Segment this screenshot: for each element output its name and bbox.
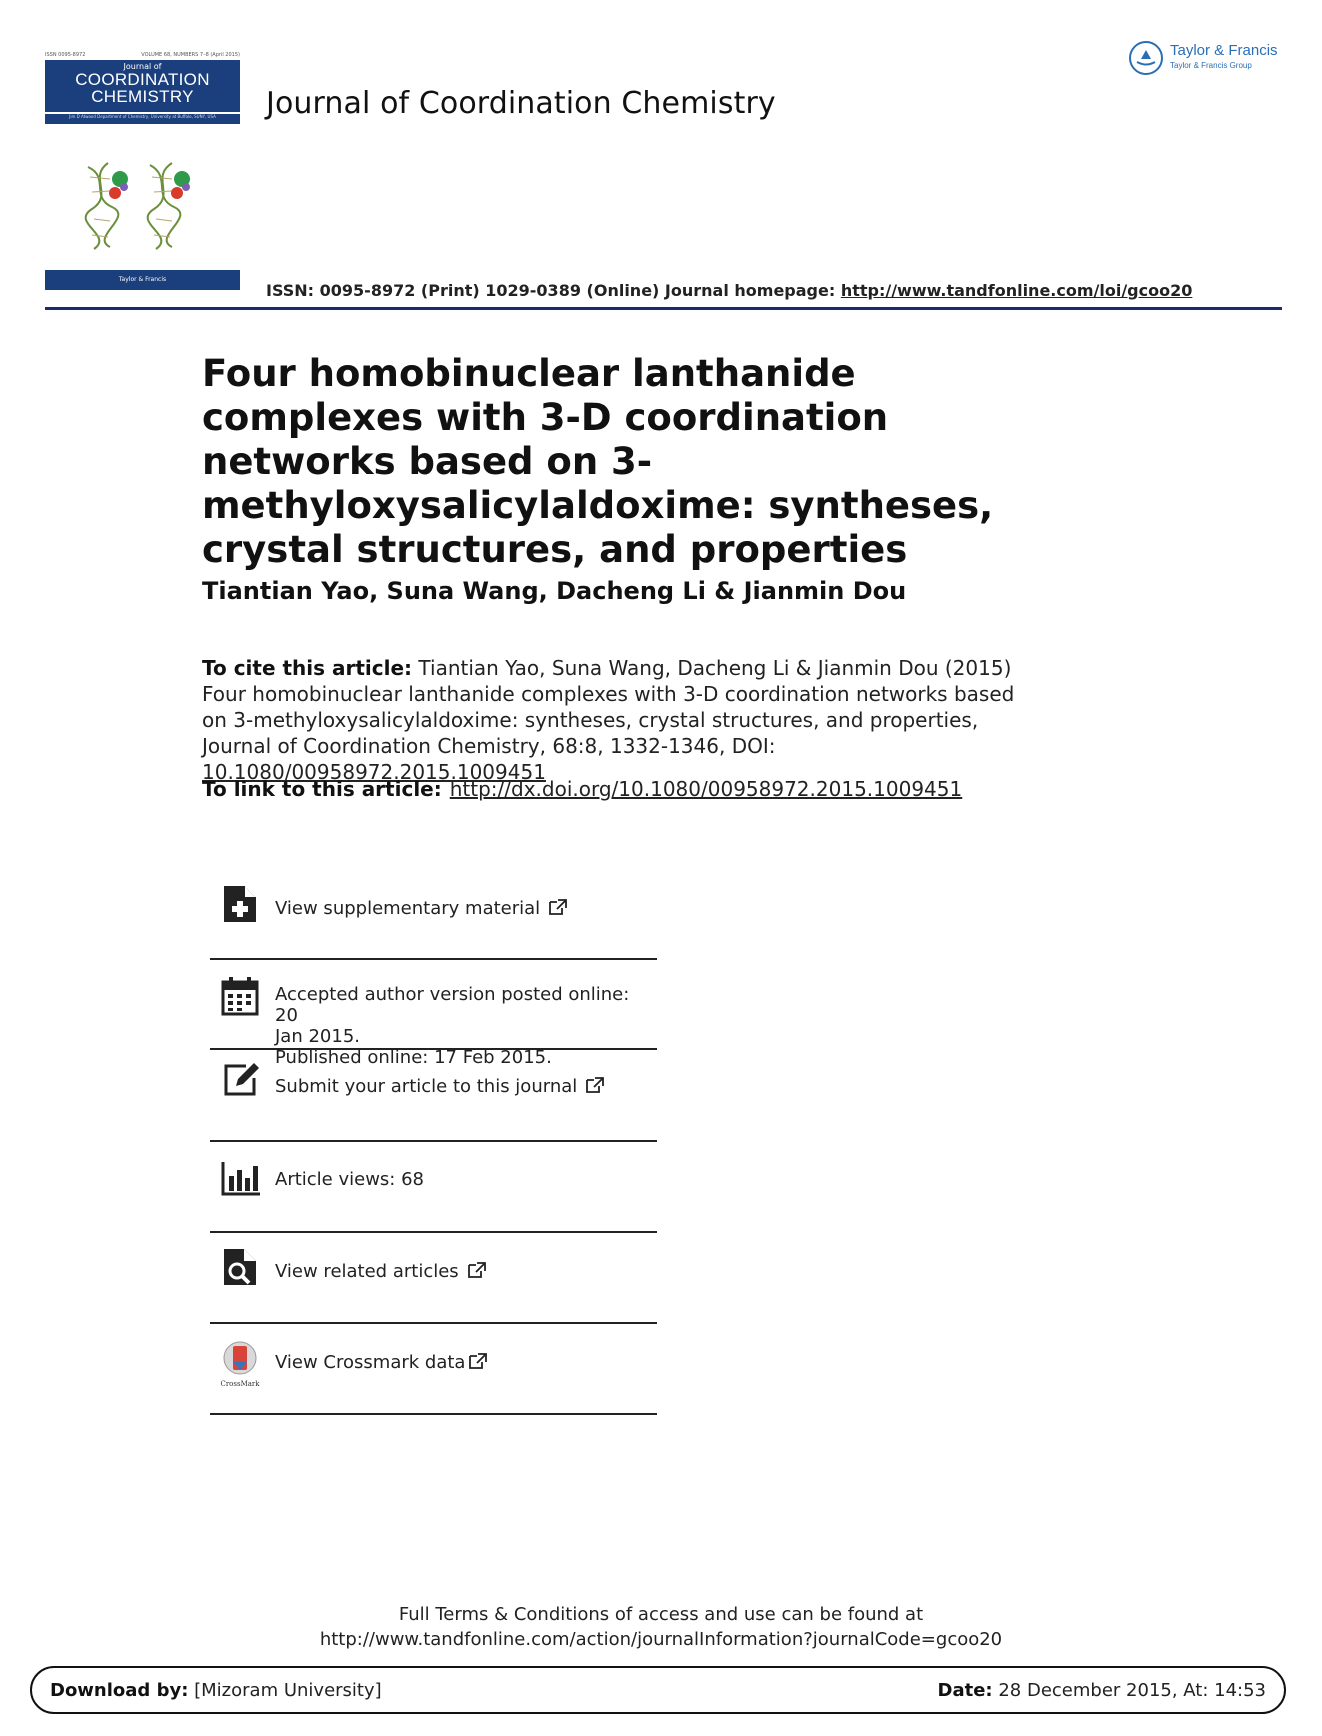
search-document-icon	[220, 1247, 260, 1287]
terms-line-1: Full Terms & Conditions of access and use can be found at	[398, 1604, 924, 1625]
cover-publisher-band	[45, 270, 240, 290]
cover-chemistry: CHEMISTRY	[91, 87, 194, 106]
supplementary-label: View supplementary material	[275, 898, 541, 919]
terms-and-conditions	[0, 1602, 1322, 1652]
cover-title-band	[45, 60, 240, 112]
article-actions-panel	[210, 870, 657, 1415]
external-link-icon	[467, 1261, 487, 1279]
accepted-date-cont: Jan 2015.	[275, 1026, 360, 1047]
link-label: To link to this article:	[202, 777, 442, 801]
crossmark-logo	[220, 1340, 260, 1388]
date-label: Date:	[937, 1680, 993, 1701]
bar-chart-icon	[220, 1158, 260, 1198]
related-label: View related articles	[275, 1261, 459, 1282]
cover-editor: Jim D Atwood Department of Chemistry, University at Buffalo, SUNY, USA	[45, 114, 240, 124]
cover-molecule-image	[80, 157, 210, 252]
file-plus-icon	[220, 884, 260, 924]
publisher-subname: Taylor & Francis Group	[1170, 61, 1252, 70]
journal-title: Journal of Coordination Chemistry	[266, 86, 776, 121]
article-doi-link[interactable]: http://dx.doi.org/10.1080/00958972.2015.1009451	[449, 777, 963, 801]
crossmark-icon	[220, 1340, 260, 1376]
citation-block	[202, 655, 1032, 785]
crossmark-row[interactable]	[210, 1324, 657, 1415]
edit-icon	[220, 1060, 260, 1100]
cover-journal-of: Journal of	[123, 62, 162, 71]
issn-text: ISSN: 0095-8972 (Print) 1029-0389 (Online) Journal homepage:	[266, 281, 841, 300]
cover-coordination: COORDINATION	[75, 70, 210, 89]
crossmark-logo-text: CrossMark	[220, 1380, 260, 1388]
views-row	[210, 1142, 657, 1233]
crossmark-label: View Crossmark data	[275, 1352, 466, 1373]
issn-line	[266, 281, 1192, 300]
dates-row	[210, 960, 657, 1068]
publisher-logo[interactable]	[1128, 38, 1288, 78]
supplementary-row[interactable]	[210, 870, 657, 960]
journal-cover	[45, 52, 240, 292]
submit-label: Submit your article to this journal	[275, 1076, 578, 1097]
cite-label: To cite this article:	[202, 656, 413, 680]
cite-text: Tiantian Yao, Suna Wang, Dacheng Li & Jianmin Dou (2015) Four homobinuclear lanthanide complexes with 3-D coordination networks based on 3-methyloxysalicylaldoxime: syntheses, crystal structures, and properties, Journal of Coordination Chemistry, 68:8, 1332-1346, DOI:	[202, 656, 1015, 758]
article-authors: Tiantian Yao, Suna Wang, Dacheng Li & Jianmin Dou	[202, 577, 907, 605]
external-link-icon	[548, 898, 568, 916]
download-value: [Mizoram University]	[188, 1680, 382, 1701]
header-divider	[45, 307, 1282, 310]
submit-row[interactable]	[210, 1050, 657, 1142]
calendar-icon	[220, 976, 260, 1016]
download-label: Download by:	[50, 1680, 189, 1701]
cover-issn: ISSN 0095-8972	[45, 52, 86, 58]
related-row[interactable]	[210, 1233, 657, 1324]
date-value: 28 December 2015, At: 14:53	[992, 1680, 1266, 1701]
accepted-date: Accepted author version posted online: 20	[275, 984, 630, 1026]
published-date: Published online: 17 Feb 2015.	[275, 1047, 552, 1068]
article-title: Four homobinuclear lanthanide complexes with 3-D coordination networks based on 3-methyloxysalicylaldoxime: syntheses, crystal structures, and properties	[202, 352, 994, 571]
download-info-bar	[30, 1666, 1286, 1714]
external-link-icon	[585, 1076, 605, 1094]
article-link-line	[202, 777, 962, 801]
cover-volume: VOLUME 68, NUMBERS 7–8 (April 2015)	[141, 52, 240, 58]
journal-homepage-link[interactable]: http://www.tandfonline.com/loi/gcoo20	[840, 281, 1193, 300]
cover-publisher: Taylor & Francis	[118, 276, 167, 283]
publisher-name: Taylor & Francis	[1170, 42, 1278, 59]
tf-logo-icon	[1128, 40, 1164, 76]
article-views: Article views: 68	[275, 1169, 424, 1190]
cover-top-line	[45, 52, 240, 60]
cite-doi-link[interactable]: 10.1080/00958972.2015.1009451	[202, 760, 546, 784]
terms-url[interactable]: http://www.tandfonline.com/action/journalInformation?journalCode=gcoo20	[319, 1629, 1003, 1650]
external-link-icon	[468, 1352, 488, 1370]
